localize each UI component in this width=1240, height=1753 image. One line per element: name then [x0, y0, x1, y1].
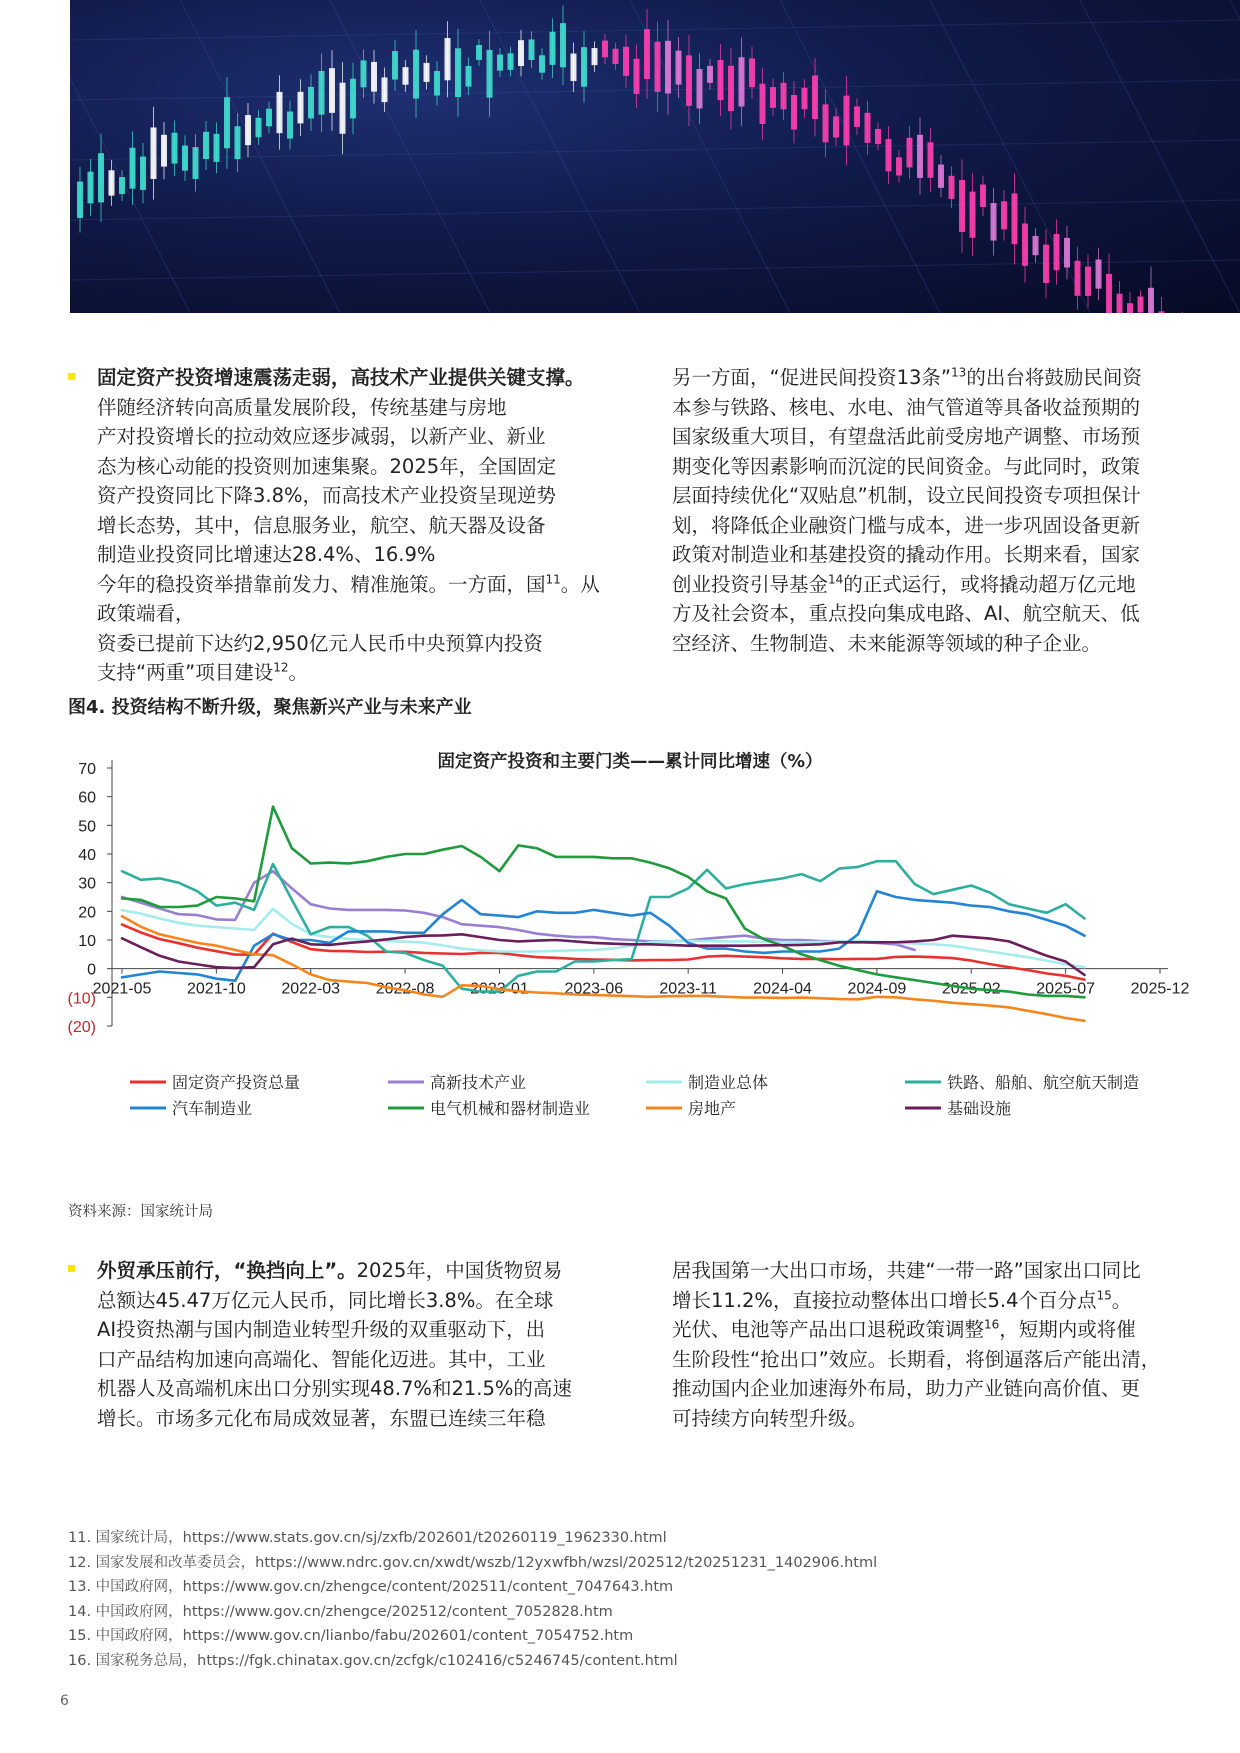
hero-candle: [172, 133, 178, 164]
hero-candle: [455, 48, 461, 97]
paragraph-text: 国家级重大项目，有望盘活此前受房地产调整、市场预: [672, 425, 1141, 448]
hero-candle: [1096, 260, 1102, 289]
paragraph-text: 。: [288, 661, 309, 684]
hero-candlestick-graphic: [70, 0, 1240, 313]
hero-candlestick-image: [70, 0, 1240, 313]
footnote-ref: 14: [828, 572, 844, 586]
hero-candle: [707, 66, 713, 83]
section2-right-column: [672, 1256, 1192, 1433]
series-line: [122, 861, 1085, 991]
x-tick-label: 2025-02: [941, 980, 1001, 998]
hero-candle: [634, 59, 640, 94]
paragraph-text: 政策对制造业和基建投资的撬动作用。长期来看，国家: [672, 543, 1141, 566]
hero-candle: [88, 172, 94, 204]
hero-candle: [529, 39, 535, 60]
footnote-item: 14. 中国政府网，https://www.gov.cn/zhengce/202512/content_7052828.htm: [68, 1603, 613, 1620]
bullet-marker: [68, 373, 75, 380]
hero-candle: [487, 50, 493, 98]
paragraph-text: 态为核心动能的投资则加速集聚。2025年，全国固定: [97, 454, 557, 478]
paragraph-text: 划，将降低企业融资门槛与成本，进一步巩固设备更新: [672, 513, 1141, 537]
hero-candle: [1054, 234, 1060, 270]
hero-candle: [917, 135, 923, 178]
hero-candle: [392, 51, 398, 79]
paragraph-text: 总额达45.47万亿元人民币，同比增长3.8%。在全球: [97, 1288, 554, 1312]
paragraph-text: 2025年，中国货物贸易: [356, 1259, 563, 1282]
paragraph-text: 增长态势，其中，信息服务业，航空、航天器及设备: [97, 513, 546, 537]
hero-candle: [298, 92, 304, 124]
paragraph-text: 光伏、电池等产品出口退税政策调整: [672, 1318, 985, 1341]
hero-grid-line: [70, 200, 1240, 220]
footnote-item: 15. 中国政府网，https://www.gov.cn/lianbo/fabu/202601/content_7054752.htm: [68, 1628, 634, 1645]
hero-candle: [140, 156, 146, 189]
hero-candle: [424, 63, 430, 82]
hero-candle: [434, 71, 440, 96]
paragraph-text: ，短期内或将催: [999, 1318, 1136, 1341]
hero-candle: [718, 60, 724, 100]
paragraph-text: 增长。市场多元化布局成效显著，东盟已连续三年稳: [97, 1406, 546, 1430]
hero-candle: [928, 142, 934, 177]
y-tick-label: 60: [78, 789, 96, 807]
hero-candle: [256, 118, 262, 137]
hero-candle: [277, 92, 283, 133]
hero-candle: [1075, 261, 1081, 296]
hero-grid-line: [1230, 0, 1240, 313]
hero-candle: [697, 69, 703, 108]
hero-candle: [340, 83, 346, 134]
footnote-ref: 16: [984, 1317, 1000, 1332]
legend-label: 固定资产投资总量: [172, 1073, 301, 1092]
hero-candle: [77, 181, 83, 217]
section2-left-column: [97, 1256, 602, 1433]
x-tick-label: 2023-01: [470, 980, 529, 998]
hero-candle: [1064, 238, 1070, 268]
paragraph-text: 本参与铁路、核电、水电、油气管道等具备收益预期的: [672, 395, 1141, 419]
paragraph-text: 机器人及高端机床出口分别实现48.7%和21.5%的高速: [97, 1377, 572, 1400]
hero-candle: [886, 139, 892, 171]
paragraph-text: 口产品结构加速向高端化、智能化迈进。其中，工业: [97, 1347, 546, 1371]
paragraph-text: 产对投资增长的拉动效应逐步减弱，以新产业、新业: [97, 425, 546, 448]
hero-candle: [109, 170, 115, 195]
hero-candle: [613, 49, 619, 64]
x-tick-label: 2025-07: [1036, 980, 1095, 998]
legend-label: 基础设施: [947, 1099, 1012, 1118]
footnote-item: 16. 国家税务总局，https://fgk.chinatax.gov.cn/zcfgk/c102416/c5246745/content.html: [68, 1652, 678, 1669]
x-tick-label: 2024-09: [847, 980, 907, 998]
y-tick-label: (20): [67, 1019, 96, 1036]
series-line: [122, 871, 915, 950]
hero-candle: [812, 76, 818, 120]
y-tick-label: 10: [78, 933, 96, 950]
y-tick-label: 0: [87, 961, 96, 979]
hero-candle: [329, 68, 335, 113]
hero-candle: [991, 203, 997, 241]
hero-candle: [875, 129, 881, 144]
hero-candle: [833, 116, 839, 137]
paragraph-text: 的正式运行，或将撬动超万亿元地: [843, 572, 1136, 596]
figure-source: 资料来源：国家统计局: [68, 1204, 213, 1220]
hero-candle: [728, 66, 734, 111]
y-tick-label: 40: [78, 847, 96, 864]
hero-candle: [119, 177, 125, 194]
chart-canvas: [60, 730, 1200, 1180]
legend-label: 铁路、船舶、航空航天制造: [947, 1073, 1140, 1092]
section2-heading: 外贸承压前行，“换挡向上”。: [97, 1259, 357, 1282]
footnote-ref: 15: [1096, 1288, 1112, 1302]
section1-heading: 固定资产投资增速震荡走弱，高技术产业提供关键支撑。: [97, 366, 585, 389]
hero-candle: [592, 48, 598, 65]
footnote-ref: 12: [273, 660, 289, 675]
hero-candle: [361, 60, 367, 87]
hero-candle: [518, 40, 524, 66]
hero-candle: [1022, 224, 1028, 266]
hero-candle: [1148, 288, 1154, 313]
hero-candle: [844, 96, 850, 146]
hero-grid-line: [630, 0, 790, 313]
y-tick-label: 50: [78, 818, 96, 836]
hero-candle: [602, 41, 608, 58]
hero-candle: [161, 135, 167, 167]
hero-candle: [235, 126, 241, 159]
hero-candle: [1012, 193, 1018, 244]
hero-candle: [1159, 311, 1165, 313]
hero-candle: [949, 176, 955, 199]
paragraph-text: 可持续方向转型升级。: [672, 1406, 868, 1430]
hero-grid-line: [1080, 0, 1240, 313]
y-tick-label: 30: [78, 875, 96, 893]
hero-candle: [665, 41, 671, 94]
hero-candle: [791, 95, 797, 130]
paragraph-text: 居我国第一大出口市场，共建“一带一路”国家出口同比: [672, 1259, 1141, 1282]
hero-grid-line: [70, 20, 1240, 40]
legend-label: 汽车制造业: [172, 1099, 253, 1118]
hero-candle: [151, 127, 157, 179]
hero-candle: [382, 77, 388, 102]
x-tick-label: 2023-11: [659, 980, 717, 998]
hero-candle: [749, 58, 755, 87]
paragraph-text: 资产投资同比下降3.8%，而高技术产业投资呈现逆势: [97, 484, 557, 507]
x-tick-label: 2024-04: [753, 980, 812, 998]
hero-candle: [907, 138, 913, 168]
hero-candle: [571, 54, 577, 82]
chart-title: 固定资产投资和主要门类——累计同比增速（%）: [437, 752, 823, 772]
hero-candle: [266, 109, 272, 127]
section1-right-column: [672, 363, 1192, 658]
x-tick-label: 2022-03: [281, 980, 341, 998]
section1-left-column: [97, 363, 602, 688]
x-tick-label: 2025-12: [1130, 980, 1190, 998]
x-tick-label: 2021-10: [187, 980, 246, 998]
x-tick-label: 2023-06: [564, 980, 624, 998]
hero-candle: [560, 23, 566, 67]
y-tick-label: 70: [78, 761, 96, 778]
paragraph-text: 创业投资引导基金: [672, 572, 829, 596]
hero-candle: [319, 71, 325, 115]
hero-candle: [1117, 294, 1123, 313]
hero-grid-line: [330, 0, 490, 313]
hero-candle: [350, 79, 356, 119]
hero-candle: [802, 88, 808, 109]
footnote-ref: 13: [951, 365, 967, 380]
y-tick-label: (10): [67, 990, 96, 1008]
hero-candle: [193, 147, 199, 179]
legend-label: 制造业总体: [688, 1073, 769, 1092]
hero-candle: [476, 45, 482, 60]
hero-candle: [203, 132, 209, 159]
hero-candle: [676, 51, 682, 85]
series-line: [122, 891, 1085, 980]
hero-candle: [865, 113, 871, 143]
hero-candle: [1043, 245, 1049, 283]
paragraph-text: 支持“两重”项目建设: [97, 661, 274, 684]
hero-candle: [739, 57, 745, 106]
legend-label: 房地产: [688, 1099, 737, 1118]
hero-candle: [1033, 236, 1039, 255]
hero-candle: [1106, 274, 1112, 313]
x-tick-label: 2022-08: [375, 980, 435, 998]
hero-candle: [371, 62, 377, 92]
paragraph-text: 今年的稳投资举措靠前发力、精准施策。一方面，国: [97, 572, 546, 596]
hero-candle: [403, 67, 409, 85]
page-number: 6: [60, 1693, 69, 1709]
hero-candle: [508, 53, 514, 70]
hero-candle: [760, 84, 766, 124]
hero-candle: [581, 47, 587, 87]
hero-candle: [854, 106, 860, 127]
paragraph-text: 。: [1111, 1288, 1132, 1312]
paragraph-text: 生阶段性“抢出口”效应。长期看，将倒逼落后产能出清，: [672, 1347, 1161, 1371]
y-tick-label: 20: [78, 904, 96, 922]
hero-candle: [445, 38, 451, 80]
hero-candle: [980, 185, 986, 207]
paragraph-text: 伴随经济转向高质量发展阶段，传统基建与房地: [97, 395, 507, 419]
paragraph-text: 。从政策端看，: [97, 572, 600, 625]
paragraph-text: 制造业投资同比增速达28.4%、16.9%: [97, 543, 436, 566]
hero-candle: [130, 148, 136, 189]
hero-candle: [655, 42, 661, 92]
paragraph-text: 空经济、生物制造、未来能源等领域的种子企业。: [672, 631, 1102, 655]
paragraph-text: 增长11.2%，直接拉动整体出口增长5.4个百分点: [672, 1288, 1097, 1312]
hero-candle: [214, 134, 220, 162]
hero-candle: [1127, 303, 1133, 313]
x-tick-label: 2021-05: [92, 980, 152, 998]
line-chart: [60, 730, 1200, 1180]
hero-candle: [550, 32, 556, 65]
paragraph-text: 方及社会资本，重点投向集成电路、AI、航空航天、低: [672, 602, 1140, 625]
paragraph-text: 推动国内企业加速海外布局，助力产业链向高价值、更: [672, 1377, 1141, 1400]
footnote-ref: 11: [545, 572, 561, 586]
footnote-item: 13. 中国政府网，https://www.gov.cn/zhengce/content/202511/content_7047643.htm: [68, 1579, 674, 1596]
hero-candle: [823, 104, 829, 142]
hero-candle: [1001, 201, 1007, 229]
hero-candle: [623, 47, 629, 76]
hero-candle: [539, 55, 545, 72]
footnote-item: 12. 国家发展和改革委员会，https://www.ndrc.gov.cn/xwdt/wszb/12yxwfbh/wzsl/202512/t20251231_1402906.html: [68, 1554, 878, 1571]
hero-candle: [182, 145, 188, 170]
hero-candle: [644, 29, 650, 79]
footnotes: [68, 1526, 877, 1674]
legend-label: 高新技术产业: [430, 1073, 527, 1092]
paragraph-text: 期变化等因素影响而沉淀的民间资金。与此同时，政策: [672, 454, 1141, 478]
hero-candle: [781, 83, 787, 110]
hero-candle: [98, 153, 104, 202]
paragraph-text: 另一方面，“促进民间投资13条”: [672, 366, 952, 389]
hero-candle: [287, 112, 293, 139]
hero-candle: [959, 180, 965, 232]
hero-candle: [686, 55, 692, 106]
hero-candle: [224, 97, 230, 148]
hero-candle: [245, 115, 251, 145]
figure-title: 图4. 投资结构不断升级，聚焦新兴产业与未来产业: [68, 697, 472, 718]
paragraph-text: AI投资热潮与国内制造业转型升级的双重驱动下，出: [97, 1318, 546, 1341]
bullet-marker: [68, 1265, 75, 1272]
paragraph-text: 层面持续优化“双贴息”机制，设立民间投资专项担保计: [672, 484, 1141, 507]
hero-candle: [413, 50, 419, 99]
paragraph-text: 的出台将鼓励民间资: [966, 366, 1142, 389]
footnote-item: 11. 国家统计局，https://www.stats.gov.cn/sj/zxfb/202601/t20260119_1962330.html: [68, 1530, 667, 1546]
hero-candle: [770, 87, 776, 108]
hero-candle: [1085, 267, 1091, 296]
hero-candle: [308, 87, 314, 119]
hero-candle: [497, 55, 503, 71]
hero-candle: [970, 192, 976, 238]
hero-candle: [896, 157, 902, 175]
hero-candle: [938, 165, 944, 188]
hero-candle: [1138, 297, 1144, 313]
paragraph-text: 资委已提前下达约2,950亿元人民币中央预算内投资: [97, 631, 543, 655]
hero-candle: [466, 66, 472, 87]
legend-label: 电气机械和器材制造业: [430, 1099, 591, 1118]
